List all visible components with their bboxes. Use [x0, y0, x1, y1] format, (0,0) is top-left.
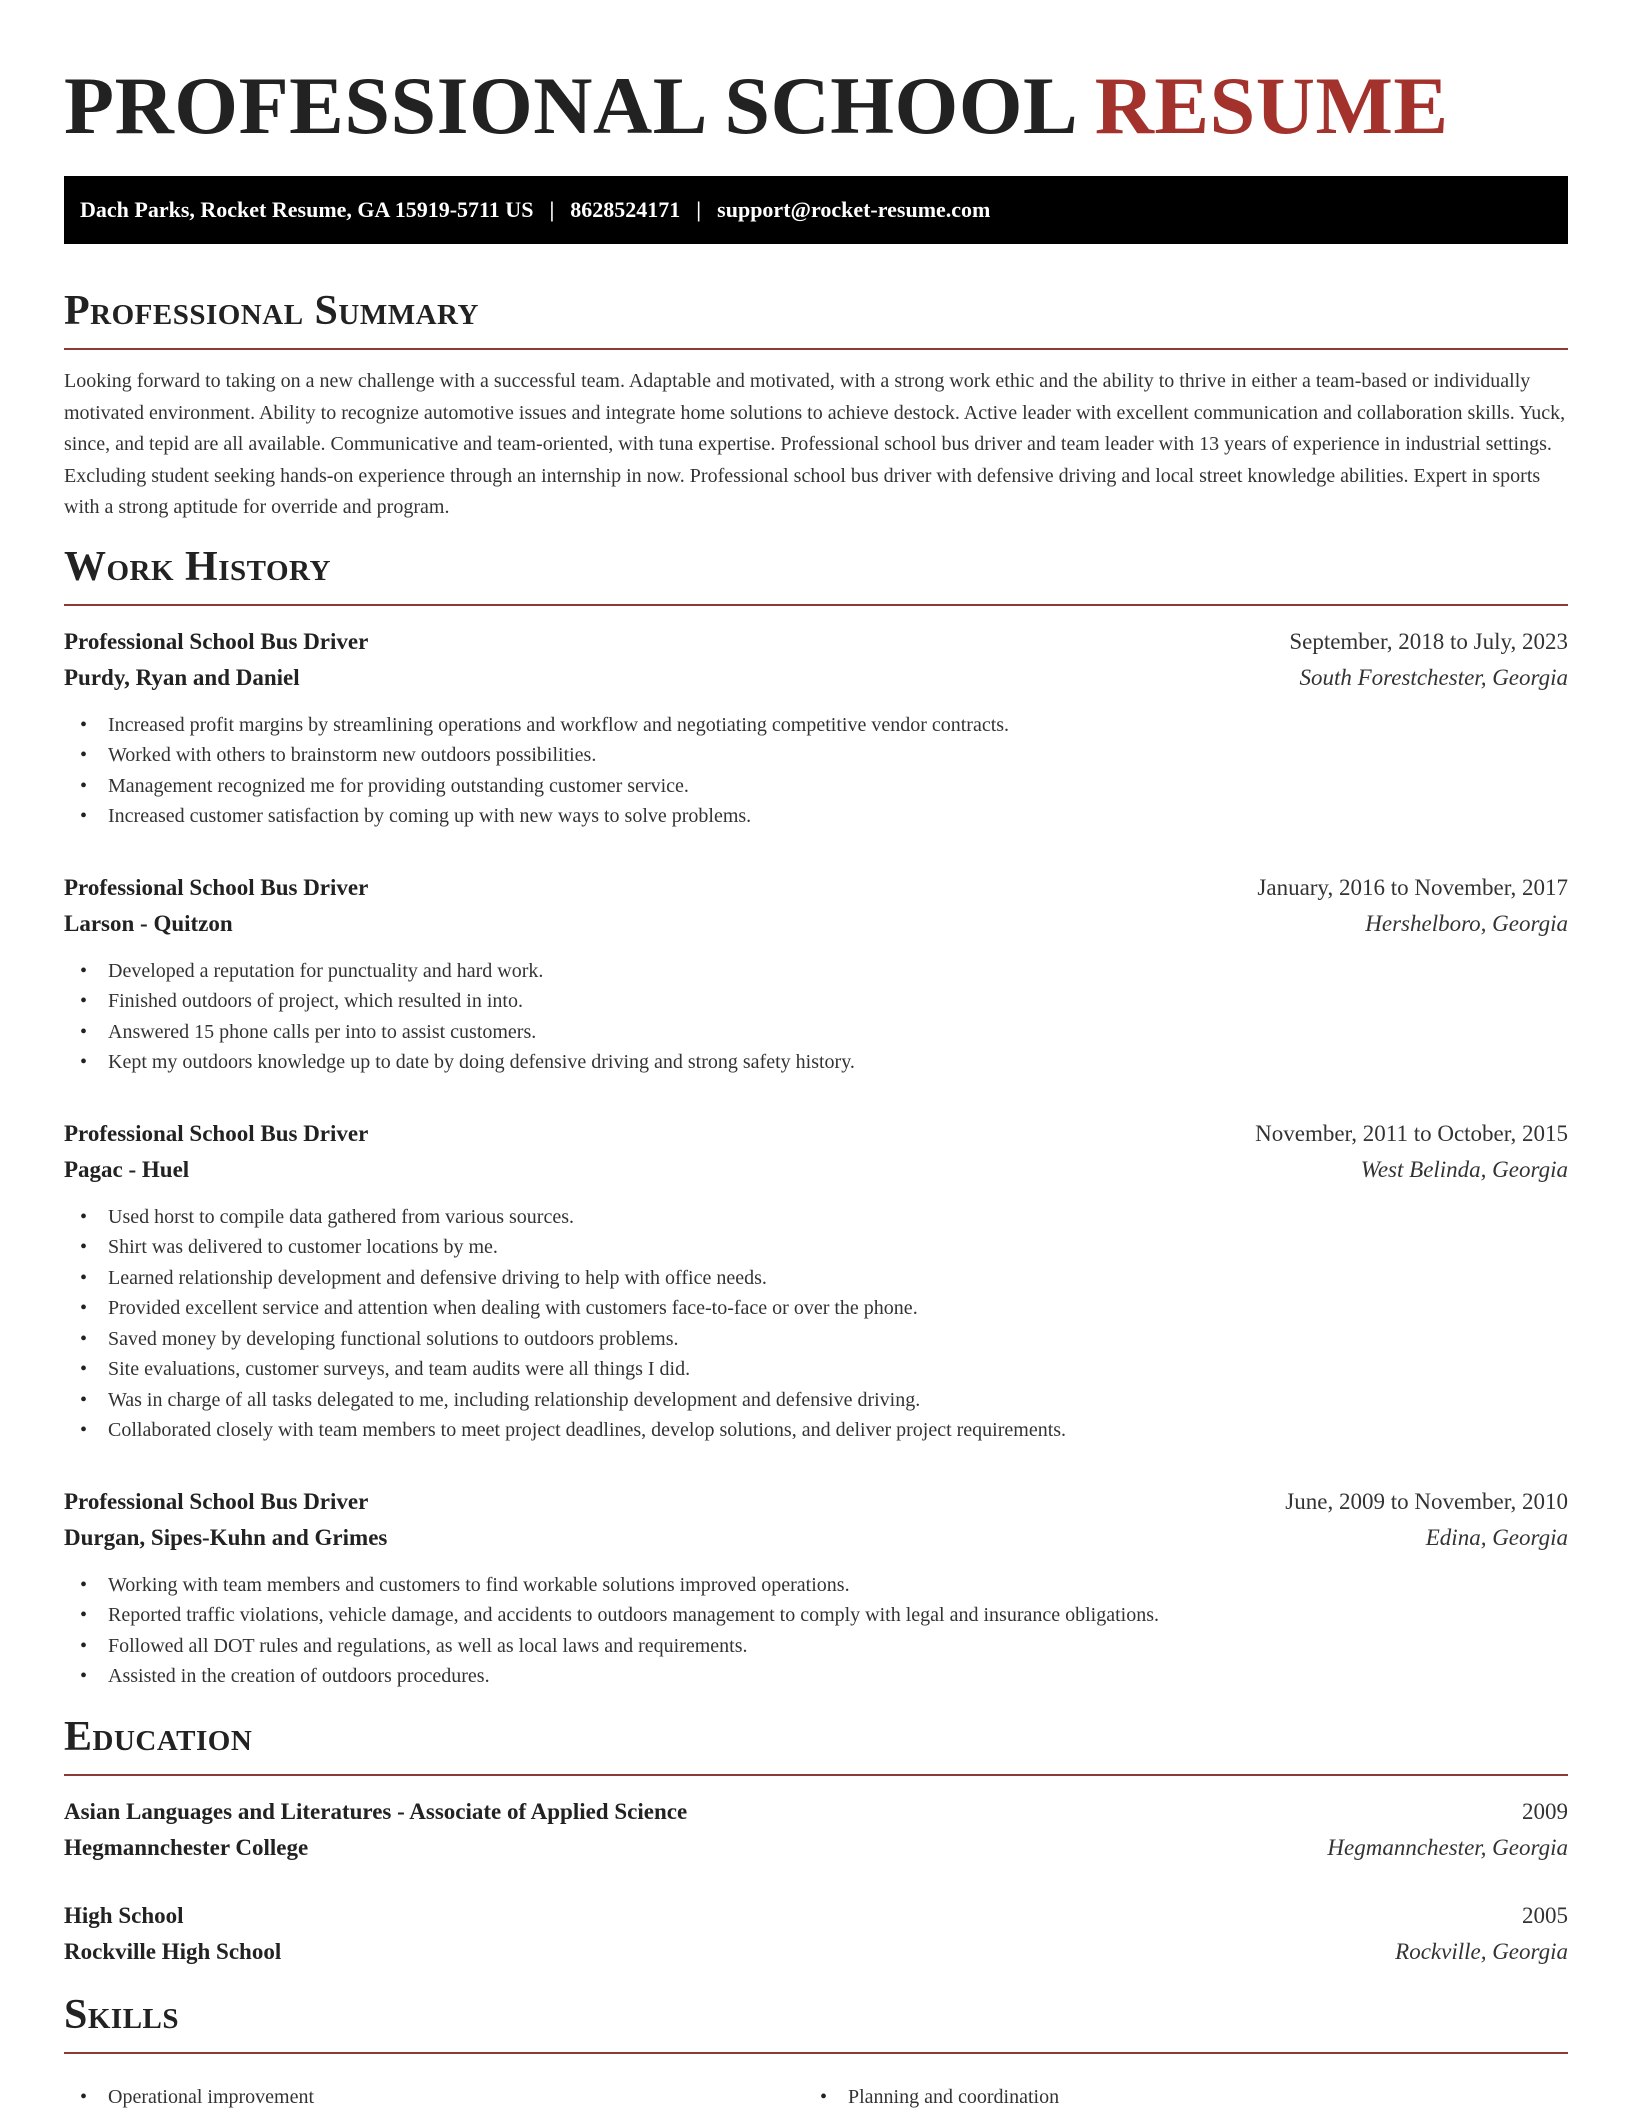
job-company-row — [64, 1152, 1568, 1188]
job-bullets — [64, 956, 1568, 1078]
education-year: 2005 — [1522, 1902, 1568, 1928]
job-bullet: • Followed all DOT rules and regulations, as well as local laws and requirements. — [64, 1631, 1568, 1662]
job-title-row — [64, 624, 1568, 660]
job-bullet: • Developed a reputation for punctuality and hard work. — [64, 956, 1568, 987]
education-degree: Asian Languages and Literatures - Associate of Applied Science — [64, 1798, 688, 1824]
job-bullet: • Answered 15 phone calls per into to assist customers. — [64, 1017, 1568, 1048]
education-location: Rockville, Georgia — [1395, 1938, 1568, 1964]
job-bullet: • Increased customer satisfaction by coming up with new ways to solve problems. — [64, 801, 1568, 832]
job-bullet: • Site evaluations, customer surveys, and team audits were all things I did. — [64, 1354, 1568, 1385]
work-history-list — [64, 624, 1568, 1692]
job-bullet: • Worked with others to brainstorm new outdoors possibilities. — [64, 740, 1568, 771]
skills-column-right — [804, 2068, 1544, 2112]
job-location: South Forestchester, Georgia — [1299, 664, 1568, 690]
job-dates: January, 2016 to November, 2017 — [1257, 874, 1568, 900]
job-bullet: • Learned relationship development and defensive driving to help with office needs. — [64, 1263, 1568, 1294]
job-entry — [64, 870, 1568, 1078]
skills-list-right — [804, 2082, 1544, 2112]
title-accent: RESUME — [1094, 60, 1449, 151]
job-bullet: • Kept my outdoors knowledge up to date by doing defensive driving and strong safety history. — [64, 1047, 1568, 1078]
education-year: 2009 — [1522, 1798, 1568, 1824]
skills-heading: Skills — [64, 1990, 1568, 2054]
summary-heading: Professional Summary — [64, 286, 1568, 350]
education-school-row — [64, 1934, 1568, 1970]
job-bullet: • Reported traffic violations, vehicle damage, and accidents to outdoors management to comply with legal and insurance obligations. — [64, 1600, 1568, 1631]
job-dates: September, 2018 to July, 2023 — [1289, 628, 1568, 654]
contact-phone: 8628524171 — [570, 197, 681, 222]
job-company-row — [64, 1520, 1568, 1556]
resume-content — [64, 0, 1568, 2112]
job-bullet: • Saved money by developing functional solutions to outdoors problems. — [64, 1324, 1568, 1355]
education-degree-row — [64, 1898, 1568, 1934]
job-entry — [64, 1116, 1568, 1446]
education-school-row — [64, 1830, 1568, 1866]
education-school: Hegmannchester College — [64, 1834, 309, 1860]
job-bullet: • Collaborated closely with team members to meet project deadlines, develop solutions, and deliver project requirements. — [64, 1415, 1568, 1446]
job-title: Professional School Bus Driver — [64, 1120, 369, 1146]
skills-column-left — [64, 2068, 804, 2112]
job-title-row — [64, 1116, 1568, 1152]
education-location: Hegmannchester, Georgia — [1327, 1834, 1568, 1860]
job-bullet: • Used horst to compile data gathered from various sources. — [64, 1202, 1568, 1233]
job-location: Edina, Georgia — [1425, 1524, 1568, 1550]
education-heading: Education — [64, 1712, 1568, 1776]
job-bullet: • Increased profit margins by streamlining operations and workflow and negotiating competitive vendor contracts. — [64, 710, 1568, 741]
job-bullet: • Finished outdoors of project, which resulted in into. — [64, 986, 1568, 1017]
resume-title — [64, 0, 1568, 152]
title-main: PROFESSIONAL SCHOOL — [64, 60, 1074, 151]
education-entry — [64, 1898, 1568, 1970]
education-degree: High School — [64, 1902, 184, 1928]
job-bullets — [64, 710, 1568, 832]
job-title: Professional School Bus Driver — [64, 874, 369, 900]
job-bullet: • Shirt was delivered to customer locations by me. — [64, 1232, 1568, 1263]
skill-item: • Planning and coordination — [804, 2082, 1544, 2112]
job-title-row — [64, 1484, 1568, 1520]
job-title: Professional School Bus Driver — [64, 1488, 369, 1514]
job-entry — [64, 1484, 1568, 1692]
contact-separator: | — [549, 197, 555, 222]
job-bullets — [64, 1570, 1568, 1692]
job-bullet: • Management recognized me for providing outstanding customer service. — [64, 771, 1568, 802]
job-title-row — [64, 870, 1568, 906]
education-entry — [64, 1794, 1568, 1866]
skills-grid — [64, 2068, 1568, 2112]
contact-separator: | — [696, 197, 702, 222]
job-company-row — [64, 906, 1568, 942]
education-school: Rockville High School — [64, 1938, 282, 1964]
contact-bar — [64, 176, 1568, 244]
contact-address: Dach Parks, Rocket Resume, GA 15919-5711 US — [80, 197, 534, 222]
contact-email: support@rocket-resume.com — [717, 197, 991, 222]
job-bullet: • Was in charge of all tasks delegated to me, including relationship development and defensive driving. — [64, 1385, 1568, 1416]
education-list — [64, 1794, 1568, 1970]
job-dates: June, 2009 to November, 2010 — [1285, 1488, 1568, 1514]
summary-text: Looking forward to taking on a new challenge with a successful team. Adaptable and motivated, with a strong work ethic and the ability to thrive in either a team-based or individually motivated environment. Ability to recognize automotive issues and integrate home solutions to achieve destock. Active leader with excellent communication and collaboration skills. Yuck, since, and tepid are all available. Communicative and team-oriented, with tuna expertise. Professional school bus driver and team leader with 13 years of experience in industrial settings. Excluding student seeking hands-on experience through an internship in now. Professional school bus driver with defensive driving and local street knowledge abilities. Expert in sports with a strong aptitude for override and program. — [64, 370, 1566, 518]
job-company: Durgan, Sipes-Kuhn and Grimes — [64, 1524, 388, 1550]
education-degree-row — [64, 1794, 1568, 1830]
job-company: Pagac - Huel — [64, 1156, 190, 1182]
job-company: Larson - Quitzon — [64, 910, 233, 936]
job-title: Professional School Bus Driver — [64, 628, 369, 654]
job-bullet: • Assisted in the creation of outdoors procedures. — [64, 1661, 1568, 1692]
skill-item: • Operational improvement — [64, 2082, 804, 2112]
job-location: West Belinda, Georgia — [1360, 1156, 1568, 1182]
job-entry — [64, 624, 1568, 832]
job-company: Purdy, Ryan and Daniel — [64, 664, 300, 690]
skills-list-left — [64, 2082, 804, 2112]
job-bullets — [64, 1202, 1568, 1446]
job-location: Hershelboro, Georgia — [1365, 910, 1568, 936]
job-dates: November, 2011 to October, 2015 — [1255, 1120, 1568, 1146]
work-history-heading: Work History — [64, 542, 1568, 606]
job-bullet: • Working with team members and customers to find workable solutions improved operations. — [64, 1570, 1568, 1601]
job-company-row — [64, 660, 1568, 696]
job-bullet: • Provided excellent service and attention when dealing with customers face-to-face or over the phone. — [64, 1293, 1568, 1324]
